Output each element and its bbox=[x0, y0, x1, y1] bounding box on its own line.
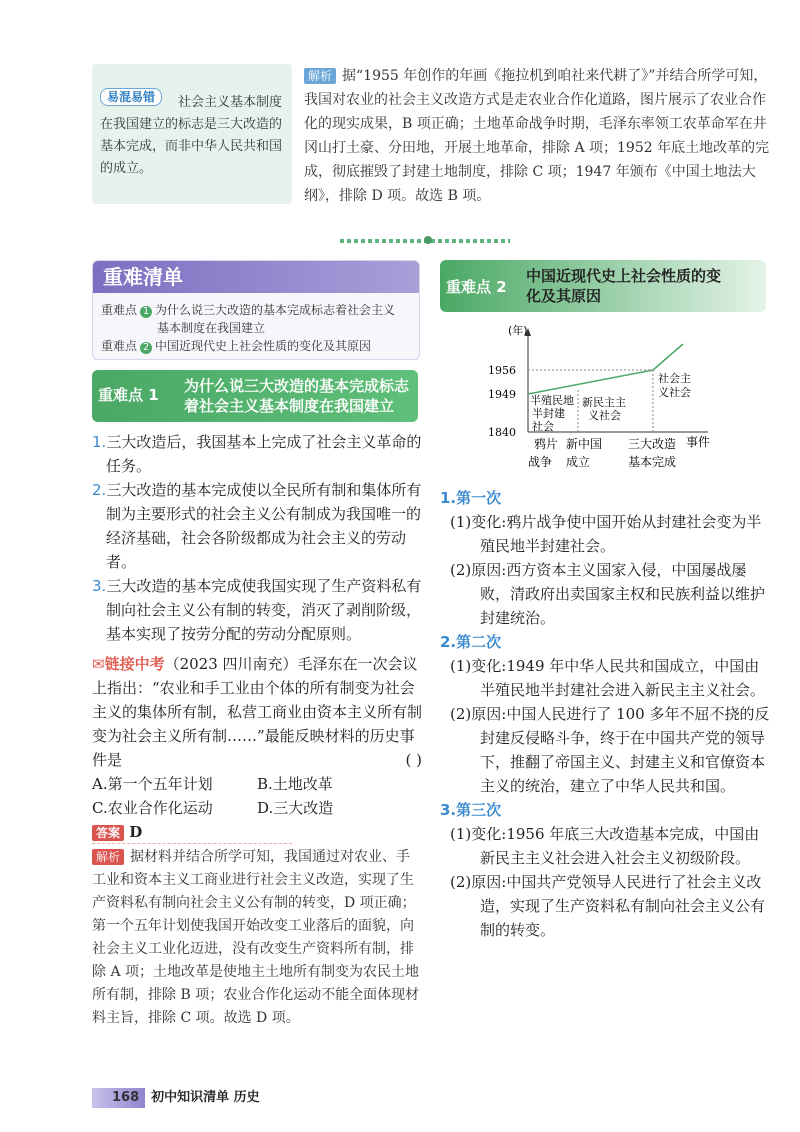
region-label: 半殖民地 bbox=[530, 394, 574, 407]
x-axis-label: 事件 bbox=[686, 435, 711, 449]
page-number: 168 bbox=[92, 1088, 145, 1108]
top-analysis bbox=[304, 64, 774, 208]
society-change-chart bbox=[478, 322, 728, 482]
x-tick-label: 新中国 bbox=[566, 437, 603, 451]
question-stem: 毛泽东在一次会议上指出：“农业和手工业由个体的所有制变为社会主义的集体所有制，私营工商业由资本主义所有制变为社会主义所有制……”最能反映材料的历史事件是 bbox=[92, 655, 423, 769]
x-tick-label: 鸦片 bbox=[534, 437, 559, 451]
list-item bbox=[93, 337, 419, 355]
x-tick-label: 战争 bbox=[528, 455, 553, 469]
y-axis-label: (年) bbox=[508, 324, 528, 337]
section-title: 1.第一次 bbox=[440, 489, 502, 507]
list-item-label: 重难点 bbox=[101, 339, 138, 353]
footer-title: 初中知识清单 历史 bbox=[151, 1090, 260, 1105]
x-tick-label: 基本完成 bbox=[628, 455, 677, 469]
tip-box bbox=[92, 64, 292, 204]
key-point-badge: 重难点 1 bbox=[98, 386, 159, 404]
tip-tag: 易混易错 bbox=[100, 88, 162, 106]
region-label: 义社会 bbox=[588, 409, 621, 422]
link-exam-tag: ✉链接中考 bbox=[92, 655, 165, 673]
section-change: (1)变化:1949 年中华人民共和国成立，中国由半殖民地半封建社会进入新民主主义社会。 bbox=[450, 657, 766, 699]
list-item-number: 2 bbox=[140, 342, 152, 354]
key-point-title: 为什么说三大改造的基本完成标志着社会主义基本制度在我国建立 bbox=[184, 377, 410, 415]
key-point-title: 中国近现代史上社会性质的变化及其原因 bbox=[526, 267, 722, 305]
right-sections bbox=[440, 486, 770, 942]
key-point-badge: 重难点 2 bbox=[446, 278, 507, 296]
list-item: 2.三大改造的基本完成使以全民所有制和集体所有制为主要形式的社会主义公有制成为我国唯一的经济基础，社会各阶级都成为社会主义的劳动者。 bbox=[92, 481, 422, 571]
section-title: 3.第三次 bbox=[440, 801, 502, 819]
option-a: A.第一个五年计划 bbox=[92, 775, 213, 793]
list-item: 3.三大改造的基本完成使我国实现了生产资料私有制向社会主义公有制的转变，消灭了剥削阶级，基本实现了按劳分配的劳动分配原则。 bbox=[92, 577, 422, 643]
question-source: （2023 四川南充） bbox=[164, 655, 298, 673]
region-label: 社会 bbox=[532, 420, 554, 433]
option-d: D.三大改造 bbox=[257, 799, 334, 817]
list-item-number: 1 bbox=[140, 306, 152, 318]
answer-line bbox=[92, 821, 292, 844]
list-item: 1.三大改造后，我国基本上完成了社会主义革命的任务。 bbox=[92, 433, 422, 475]
exam-question bbox=[92, 652, 422, 820]
y-tick-label: 1840 bbox=[488, 426, 516, 439]
x-tick-label: 成立 bbox=[566, 455, 591, 469]
region-label: 半封建 bbox=[532, 407, 565, 420]
list-item-continuation: 基本制度在我国建立 bbox=[157, 321, 266, 335]
key-point-1-banner bbox=[92, 370, 418, 422]
option-c: C.农业合作化运动 bbox=[92, 799, 213, 817]
option-b: B.土地改革 bbox=[257, 775, 333, 793]
y-tick-label: 1956 bbox=[488, 364, 516, 377]
list-item-text: 中国近现代史上社会性质的变化及其原因 bbox=[155, 339, 372, 353]
region-label: 义社会 bbox=[658, 386, 691, 399]
list-heading: 重难清单 bbox=[93, 261, 419, 293]
key-point-1-points bbox=[92, 430, 422, 646]
analysis-text: 据材料并结合所学可知，我国通过对农业、手工业和资本主义工商业进行社会主义改造，实现了生产资料私有制向社会主义公有制的转变，D 项正确；第一个五年计划使我国开始改变工业落后的面貌，向社会主义工业化迈进，没有改变生产资料所有制，排除 A 项；土地改革是使地主土地所有制变为农民土地所有制，排除 B 项；农业合作化运动不能全面体现材料主旨，排除 C 项。故选 D 项。 bbox=[92, 849, 420, 1026]
answer-bracket: ( ) bbox=[405, 751, 422, 769]
section-title: 2.第二次 bbox=[440, 633, 502, 651]
section-change: (1)变化:鸦片战争使中国开始从封建社会变为半殖民地半封建社会。 bbox=[450, 513, 762, 555]
answer-tag: 答案 bbox=[92, 825, 124, 841]
x-tick-label: 三大改造 bbox=[628, 437, 677, 451]
options bbox=[92, 772, 422, 820]
divider-dot bbox=[424, 236, 432, 244]
list-item-label: 重难点 bbox=[101, 303, 138, 317]
question-analysis bbox=[92, 846, 422, 1030]
analysis-tag: 解析 bbox=[92, 849, 124, 865]
key-point-2-banner bbox=[440, 260, 766, 312]
analysis-text: 据“1955 年创作的年画《拖拉机到咱社来代耕了》”并结合所学可知，我国对农业的社会主义改造方式是走农业合作化道路，图片展示了农业合作化的现实成果，B 项正确；土地革命战争时期，毛泽东率领工农革命军在井冈山打土豪、分田地，开展土地革命，排除 A 项；1952 年底土地改革的完成，彻底摧毁了封建土地制度，排除 C 项；1947 年颁布《中国土地法大纲》，排除 D 项。故选 B 项。 bbox=[304, 68, 770, 204]
y-tick-label: 1949 bbox=[488, 388, 516, 401]
key-points-list bbox=[92, 260, 420, 360]
section-reason: (2)原因:西方资本主义国家入侵，中国屡战屡败，清政府出卖国家主权和民族利益以维护封建统治。 bbox=[450, 561, 766, 627]
page-footer bbox=[92, 1086, 260, 1106]
analysis-tag: 解析 bbox=[304, 68, 336, 84]
region-label: 新民主主 bbox=[582, 396, 626, 409]
region-label: 社会主 bbox=[658, 372, 691, 385]
section-reason: (2)原因:中国共产党领导人民进行了社会主义改造，实现了生产资料私有制向社会主义公有制的转变。 bbox=[450, 873, 766, 939]
list-item bbox=[93, 301, 419, 319]
section-change: (1)变化:1956 年底三大改造基本完成，中国由新民主主义社会进入社会主义初级阶段。 bbox=[450, 825, 760, 867]
tip-text: 社会主义基本制度在我国建立的标志是三大改造的基本完成，而非中华人民共和国的成立。 bbox=[100, 95, 283, 176]
list-item-text: 为什么说三大改造的基本完成标志着社会主义 bbox=[155, 303, 396, 317]
answer-value: D bbox=[129, 823, 143, 841]
section-reason: (2)原因:中国人民进行了 100 多年不屈不挠的反封建反侵略斗争，终于在中国共产党的领导下，推翻了帝国主义、封建主义和官僚资本主义的统治，建立了中华人民共和国。 bbox=[450, 705, 770, 795]
